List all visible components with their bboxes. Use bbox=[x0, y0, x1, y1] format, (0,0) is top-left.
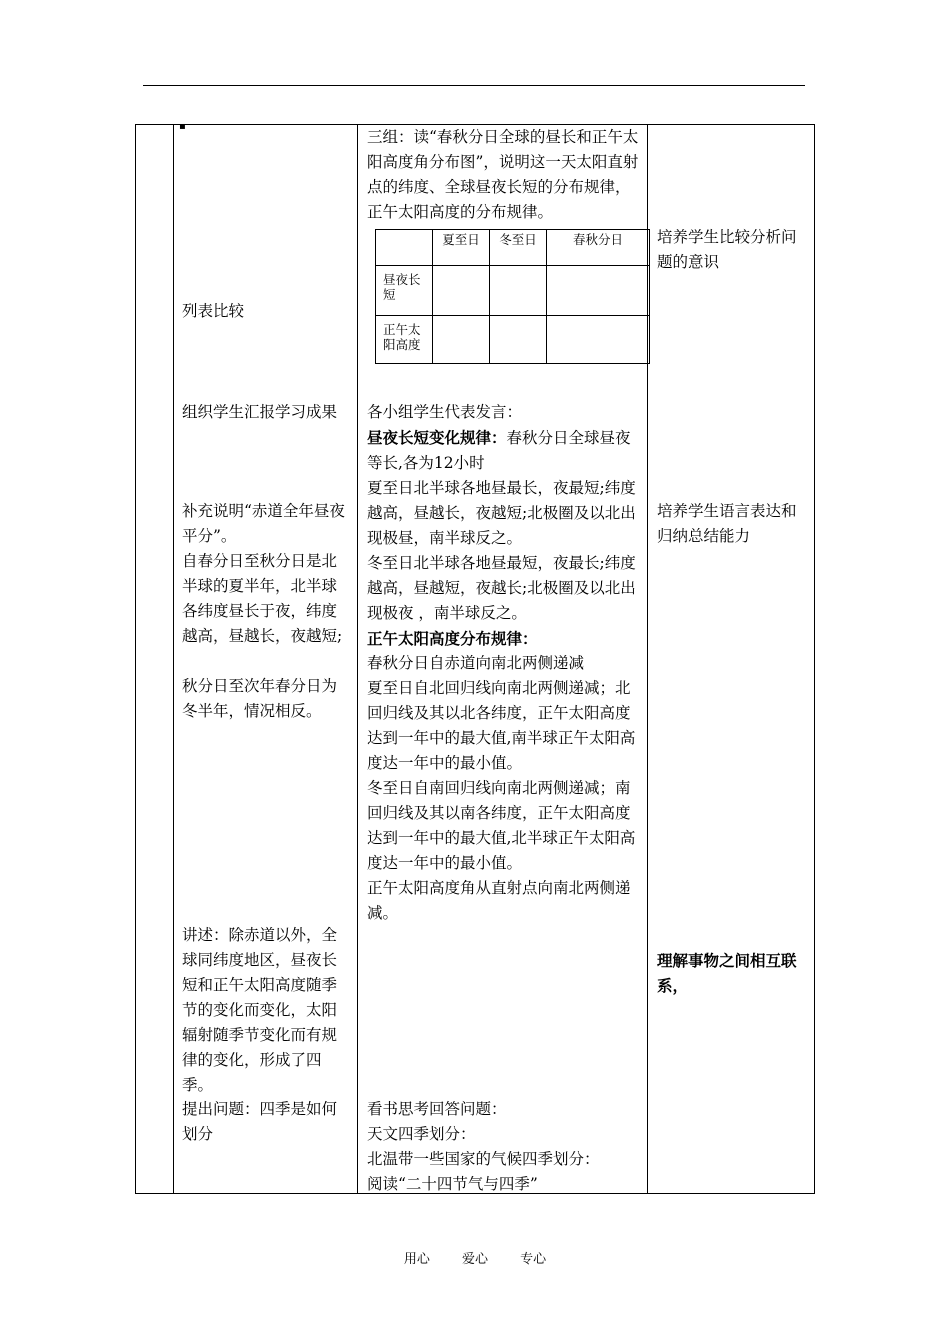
column-divider-1 bbox=[173, 125, 174, 1193]
table-cell bbox=[490, 316, 547, 364]
table-cell bbox=[490, 266, 547, 316]
goal-relation: 理解事物之间相互联系， bbox=[657, 951, 797, 995]
comparison-table bbox=[375, 229, 650, 364]
reps-speak: 各小组学生代表发言： bbox=[367, 403, 523, 421]
header-rule bbox=[143, 85, 805, 86]
read-answer: 看书思考回答问题： bbox=[367, 1100, 507, 1118]
row-label-day-night: 昼夜长短 bbox=[376, 266, 433, 316]
group3-task: 三组：读“春秋分日全球的昼长和正午太阳高度角分布图”，说明这一天太阳直射点的纬度、全球昼夜长短的分布规律，正午太阳高度的分布规律。 bbox=[367, 128, 639, 221]
lesson-table bbox=[135, 121, 815, 1194]
header-summer-solstice: 夏至日 bbox=[433, 230, 490, 266]
table-cell bbox=[433, 316, 490, 364]
table-cell bbox=[433, 266, 490, 316]
table-corner bbox=[376, 230, 433, 266]
table-header-row bbox=[376, 230, 650, 266]
goal-compare: 培养学生比较分析问题的意识 bbox=[657, 228, 797, 271]
student-reports bbox=[367, 400, 639, 926]
day-night-heading: 昼夜长短变化规律： bbox=[367, 428, 507, 447]
table-cell bbox=[547, 316, 650, 364]
page-footer bbox=[0, 1248, 950, 1267]
read-solar-terms: 阅读“二十四节气与四季” bbox=[367, 1175, 538, 1193]
footer-item: 用心 bbox=[403, 1252, 430, 1267]
north-winter-half: 秋分日至次年春分日为冬半年，情况相反。 bbox=[182, 677, 338, 720]
header-winter-solstice: 冬至日 bbox=[490, 230, 547, 266]
table-row bbox=[376, 266, 650, 316]
row-label-noon-height: 正午太阳高度 bbox=[376, 316, 433, 364]
column-divider-2 bbox=[357, 125, 358, 1193]
question-text: 提出问题：四季是如何划分 bbox=[182, 1100, 338, 1143]
organize-report: 组织学生汇报学习成果 bbox=[182, 403, 338, 421]
climate-seasons: 北温带一些国家的气候四季划分： bbox=[367, 1150, 600, 1168]
table-row bbox=[376, 316, 650, 364]
footer-item: 专心 bbox=[520, 1252, 547, 1267]
winter-solstice-rule: 冬至日北半球各地昼最短，夜最长;纬度越高，昼越短，夜越长;北极圈及以北出现极夜 ，南半球反之。 bbox=[367, 554, 636, 622]
compare-method: 列表比较 bbox=[182, 302, 245, 320]
goal-language: 培养学生语言表达和归纳总结能力 bbox=[657, 502, 797, 545]
summer-solstice-rule: 夏至日北半球各地昼最长，夜最短;纬度越高，昼越长，夜越短;北极圈及以北出现极昼，南半球反之。 bbox=[367, 479, 636, 547]
north-summer-half: 自春分日至秋分日是北半球的夏半年，北半球各纬度昼长于夜，纬度越高，昼越长，夜越短; bbox=[182, 552, 343, 645]
table-cell bbox=[547, 266, 650, 316]
noon-general-rule: 正午太阳高度角从直射点向南北两侧递减。 bbox=[367, 879, 631, 922]
season-tasks bbox=[367, 1097, 639, 1197]
cell-marker: ▪ bbox=[179, 121, 186, 132]
noon-summer-rule: 夏至日自北回归线向南北两侧递减；北回归线及其以北各纬度，正午太阳高度达到一年中的最大值,南半球正午太阳高度达一年中的最小值。 bbox=[367, 679, 636, 772]
supplement-note: 补充说明“赤道全年昼夜平分”。 bbox=[182, 502, 345, 545]
header-equinox: 春秋分日 bbox=[547, 230, 650, 266]
noon-equinox-rule: 春秋分日自赤道向南北两侧递减 bbox=[367, 654, 585, 672]
lecture-text: 讲述：除赤道以外，全球同纬度地区，昼夜长短和正午太阳高度随季节的变化而变化，太阳辐射随季节变化而有规律的变化，形成了四季。 bbox=[182, 926, 338, 1094]
equinox-day-night: 春秋分日全球昼夜等长,各为12小时 bbox=[367, 429, 631, 472]
astro-seasons: 天文四季划分： bbox=[367, 1125, 476, 1143]
noon-winter-rule: 冬至日自南回归线向南北两侧递减；南回归线及其以南各纬度，正午太阳高度达到一年中的最大值,北半球正午太阳高度达一年中的最小值。 bbox=[367, 779, 636, 872]
footer-item: 爱心 bbox=[461, 1252, 488, 1267]
noon-heading: 正午太阳高度分布规律： bbox=[367, 629, 538, 648]
